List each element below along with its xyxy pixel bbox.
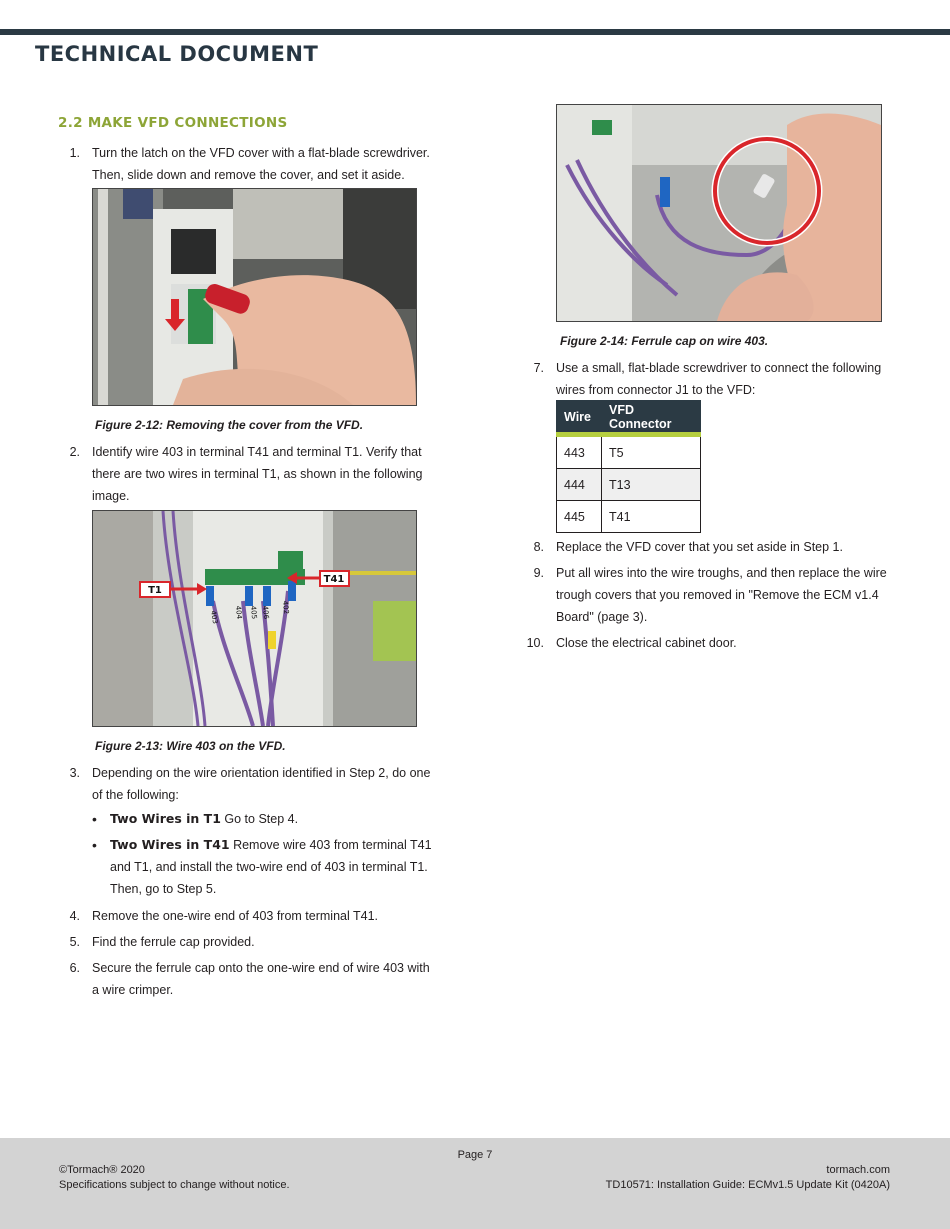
step-text: Put all wires into the wire troughs, and then replace the wire trough covers that you removed in "Remove the ECM v1.4 Board" (page 3).	[556, 566, 887, 624]
vfd-cover-removal-image	[93, 189, 416, 405]
step-text: Use a small, flat-blade screwdriver to connect the following wires from connector J1 to the VFD:	[556, 361, 882, 397]
table-cell: T13	[602, 469, 701, 501]
wire-403-terminal-image	[93, 511, 416, 726]
figure-2-14-photo	[556, 104, 882, 322]
wire-tag-label: 404	[234, 605, 244, 620]
bullet-text: Then, go to Step 5.	[110, 882, 217, 896]
step-number: 3.	[69, 766, 80, 780]
step-number: 10.	[526, 636, 544, 650]
document-title: TECHNICAL DOCUMENT	[35, 42, 319, 66]
table-header-row	[557, 401, 701, 435]
wire-tag-label: 402	[281, 600, 291, 615]
table-header-vfd-connector: VFD Connector	[602, 401, 701, 435]
step-text: Replace the VFD cover that you set aside in Step 1.	[556, 540, 843, 554]
bullet-title: Two Wires in T1	[110, 811, 221, 826]
step-number: 1.	[69, 146, 80, 160]
table-cell: T5	[602, 435, 701, 469]
figure-2-12-caption: Figure 2-12: Removing the cover from the VFD.	[95, 418, 364, 432]
step-text: Turn the latch on the VFD cover with a flat-blade screwdriver. Then, slide down and remove the cover, and set it aside.	[92, 146, 430, 182]
table-cell: 443	[557, 435, 602, 469]
bullet-title: Two Wires in T41	[110, 837, 230, 852]
step-number: 4.	[69, 909, 80, 923]
table-cell: 445	[557, 501, 602, 533]
step-text: Secure the ferrule cap onto the one-wire end of wire 403 with a wire crimper.	[92, 961, 430, 997]
table-cell: 444	[557, 469, 602, 501]
step-number: 7.	[533, 361, 544, 375]
bullet-text: Go to Step 4.	[220, 812, 299, 826]
wire-tag-label: 406	[261, 605, 271, 620]
table-row	[557, 501, 701, 533]
wire-tag-label: 405	[249, 605, 259, 620]
step-number: 5.	[69, 935, 80, 949]
page-number: Page 7	[457, 1149, 493, 1161]
table-row	[557, 435, 701, 469]
bullet-dot: •	[92, 811, 97, 827]
step-number: 6.	[69, 961, 80, 975]
bullet-text: and T1, and install the two-wire end of 403 in terminal T1.	[110, 860, 428, 874]
figure-2-13-photo	[92, 510, 417, 727]
step-number: 2.	[69, 445, 80, 459]
website-link[interactable]: tormach.com	[826, 1164, 890, 1176]
wire-connector-table	[556, 400, 701, 533]
table-cell: T41	[602, 501, 701, 533]
step-text: Identify wire 403 in terminal T41 and terminal T1. Verify that there are two wires in terminal T1, as shown in the following image.	[92, 445, 423, 503]
ferrule-cap-image	[557, 105, 881, 321]
table-row	[557, 469, 701, 501]
step-number: 9.	[533, 566, 544, 580]
page-footer	[0, 1138, 950, 1229]
step-text: Depending on the wire orientation identified in Step 2, do one of the following:	[92, 766, 431, 802]
figure-2-12-photo	[92, 188, 417, 406]
change-notice: Specifications subject to change without notice.	[59, 1179, 290, 1191]
t1-callout-label: T1	[148, 585, 162, 596]
table-header-wire: Wire	[557, 401, 602, 435]
step-text: Remove the one-wire end of 403 from terminal T41.	[92, 909, 379, 923]
bullet-dot: •	[92, 837, 97, 853]
section-heading: 2.2 MAKE VFD CONNECTIONS	[58, 115, 288, 131]
wire-tag-label: 403	[209, 609, 220, 625]
bullet-two-wires-t41	[92, 834, 432, 900]
header-rule	[0, 29, 950, 35]
bullet-text: Remove wire 403 from terminal T41	[229, 838, 432, 852]
figure-2-14-caption: Figure 2-14: Ferrule cap on wire 403.	[560, 334, 769, 348]
step-number: 8.	[533, 540, 544, 554]
step-text: Find the ferrule cap provided.	[92, 935, 255, 949]
bullet-two-wires-t1	[92, 808, 299, 830]
figure-2-13-caption: Figure 2-13: Wire 403 on the VFD.	[95, 739, 286, 753]
t41-callout-label: T41	[323, 574, 345, 585]
step-text: Close the electrical cabinet door.	[556, 636, 737, 650]
document-id: TD10571: Installation Guide: ECMv1.5 Update Kit (0420A)	[605, 1179, 890, 1191]
copyright: ©Tormach® 2020	[59, 1164, 145, 1176]
